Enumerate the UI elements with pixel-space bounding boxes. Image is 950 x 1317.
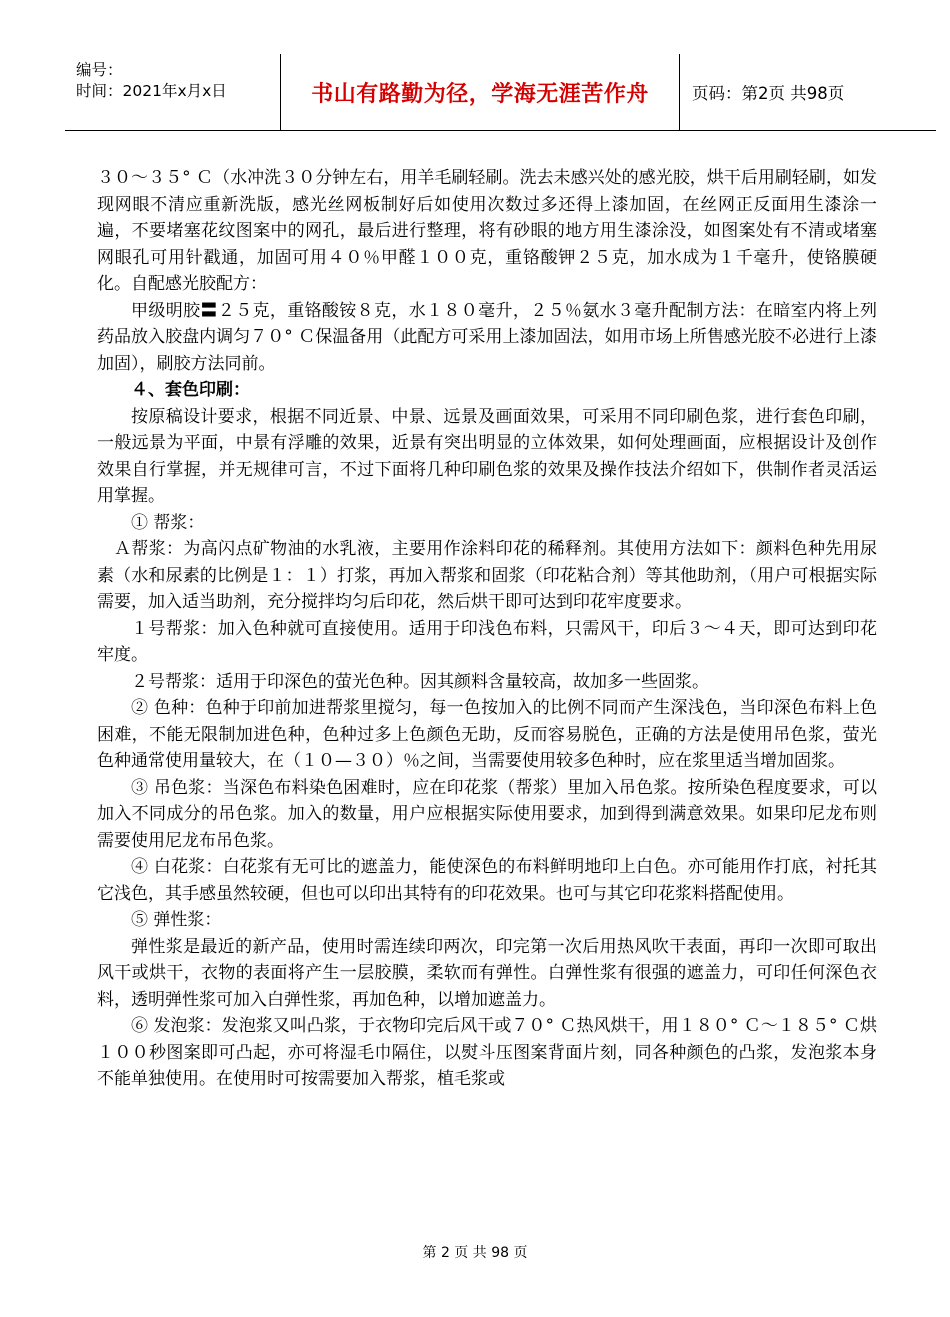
document-number-label: 编号： bbox=[76, 61, 123, 79]
document-time-label: 时间：2021年x月x日 bbox=[76, 82, 227, 100]
header-meta bbox=[65, 54, 280, 136]
paragraph: Ａ帮浆：为高闪点矿物油的水乳液，主要用作涂料印花的稀释剂。其使用方法如下：颜料色种先用尿素（水和尿素的比例是１：１）打浆，再加入帮浆和固浆（印花粘合剂）等其他助剂，（用户可根据实际需要，加入适当助剂，充分搅拌均匀后印花，然后烘干即可达到印花牢度要求。 bbox=[97, 539, 877, 612]
paragraph: ④ 白花浆：白花浆有无可比的遮盖力，能使深色的布料鲜明地印上白色。亦可能用作打底，衬托其它浅色，其手感虽然较硬，但也可以印出其特有的印花效果。也可与其它印花浆料搭配使用。 bbox=[97, 857, 877, 904]
page-footer: 第 2 页 共 98 页 bbox=[422, 1245, 528, 1261]
paragraph: ３０～３５° Ｃ（水冲洗３０分钟左右，用羊毛刷轻刷。洗去未感兴处的感光胶，烘干后用刷轻刷，如发现网眼不清应重新洗版，感光丝网板制好后如使用次数过多还得上漆加固，在丝网正反面用生漆涂一遍，不要堵塞花纹图案中的网孔，最后进行整理，将有砂眼的地方用生漆涂没，如图案处有不清或堵塞网眼孔可用针戳通，加固可用４０％甲醛１００克，重铬酸钾２５克，加水成为１千毫升，使铬膜硬化。自配感光胶配方： bbox=[97, 168, 877, 294]
paragraph: １号帮浆：加入色种就可直接使用。适用于印浅色布料，只需风干，印后３～４天，即可达到印花牢度。 bbox=[97, 618, 877, 665]
page-header bbox=[65, 54, 936, 131]
section-heading: ４、套色印刷： bbox=[131, 380, 250, 400]
paragraph: ２号帮浆：适用于印深色的萤光色种。因其颜料含量较高，故加多一些固浆。 bbox=[131, 671, 709, 692]
paragraph: 甲级明胶〓２５克，重铬酸铵８克，水１８０毫升，２５％氨水３毫升配制方法：在暗室内将上列药品放入胶盘内调匀７０° Ｃ保温备用（此配方可采用上漆加固法，如用市场上所售感光胶不必进行上漆加固），刷胶方法同前。 bbox=[97, 300, 877, 374]
paragraph: 按原稿设计要求，根据不同近景、中景、远景及画面效果，可采用不同印刷色浆，进行套色印刷，一般远景为平面，中景有浮雕的效果，近景有突出明显的立体效果，如何处理画面，应根据设计及创作效果自行掌握，并无规律可言，不过下面将几种印刷色浆的效果及操作技法介绍如下，供制作者灵活运用掌握。 bbox=[97, 406, 877, 506]
document-body bbox=[97, 165, 877, 1093]
paragraph: ② 色种：色种于印前加进帮浆里搅匀，每一色按加入的比例不同而产生深浅色，当印深色布料上色困难，不能无限制加进色种，色种过多上色颜色无助，反而容易脱色，正确的方法是使用吊色浆，萤光色种通常使用量较大，在（１０—３０）％之间，当需要使用较多色种时，应在浆里适当增加固浆。 bbox=[97, 698, 877, 771]
header-motto: 书山有路勤为径，学海无涯苦作舟 bbox=[311, 81, 649, 107]
header-motto-cell bbox=[280, 54, 680, 130]
subsection-heading: ⑤ 弹性浆： bbox=[131, 910, 222, 930]
paragraph: ③ 吊色浆：当深色布料染色困难时，应在印花浆（帮浆）里加入吊色浆。按所染色程度要求，可以加入不同成分的吊色浆。加入的数量，用户应根据实际使用要求，加到得到满意效果。如果印尼龙布则需要使用尼龙布吊色浆。 bbox=[97, 777, 877, 851]
paragraph: ⑥ 发泡浆：发泡浆又叫凸浆，于衣物印完后风干或７０° Ｃ热风烘干，用１８０° Ｃ～１８５° Ｃ烘１００秒图案即可凸起，亦可将湿毛巾隔住，以熨斗压图案背面片刻，同各种颜色的凸浆，发泡浆本身不能单独使用。在使用时可按需要加入帮浆，植毛浆或 bbox=[97, 1016, 877, 1089]
subsection-heading: ① 帮浆： bbox=[131, 512, 205, 533]
paragraph: 弹性浆是最近的新产品，使用时需连续印两次，印完第一次后用热风吹干表面，再印一次即可取出风干或烘干，衣物的表面将产生一层胶膜，柔软而有弹性。白弹性浆有很强的遮盖力，可印任何深色衣料，透明弹性浆可加入白弹性浆，再加色种，以增加遮盖力。 bbox=[97, 936, 877, 1010]
header-page-info: 页码：第2页 共98页 bbox=[692, 84, 845, 103]
